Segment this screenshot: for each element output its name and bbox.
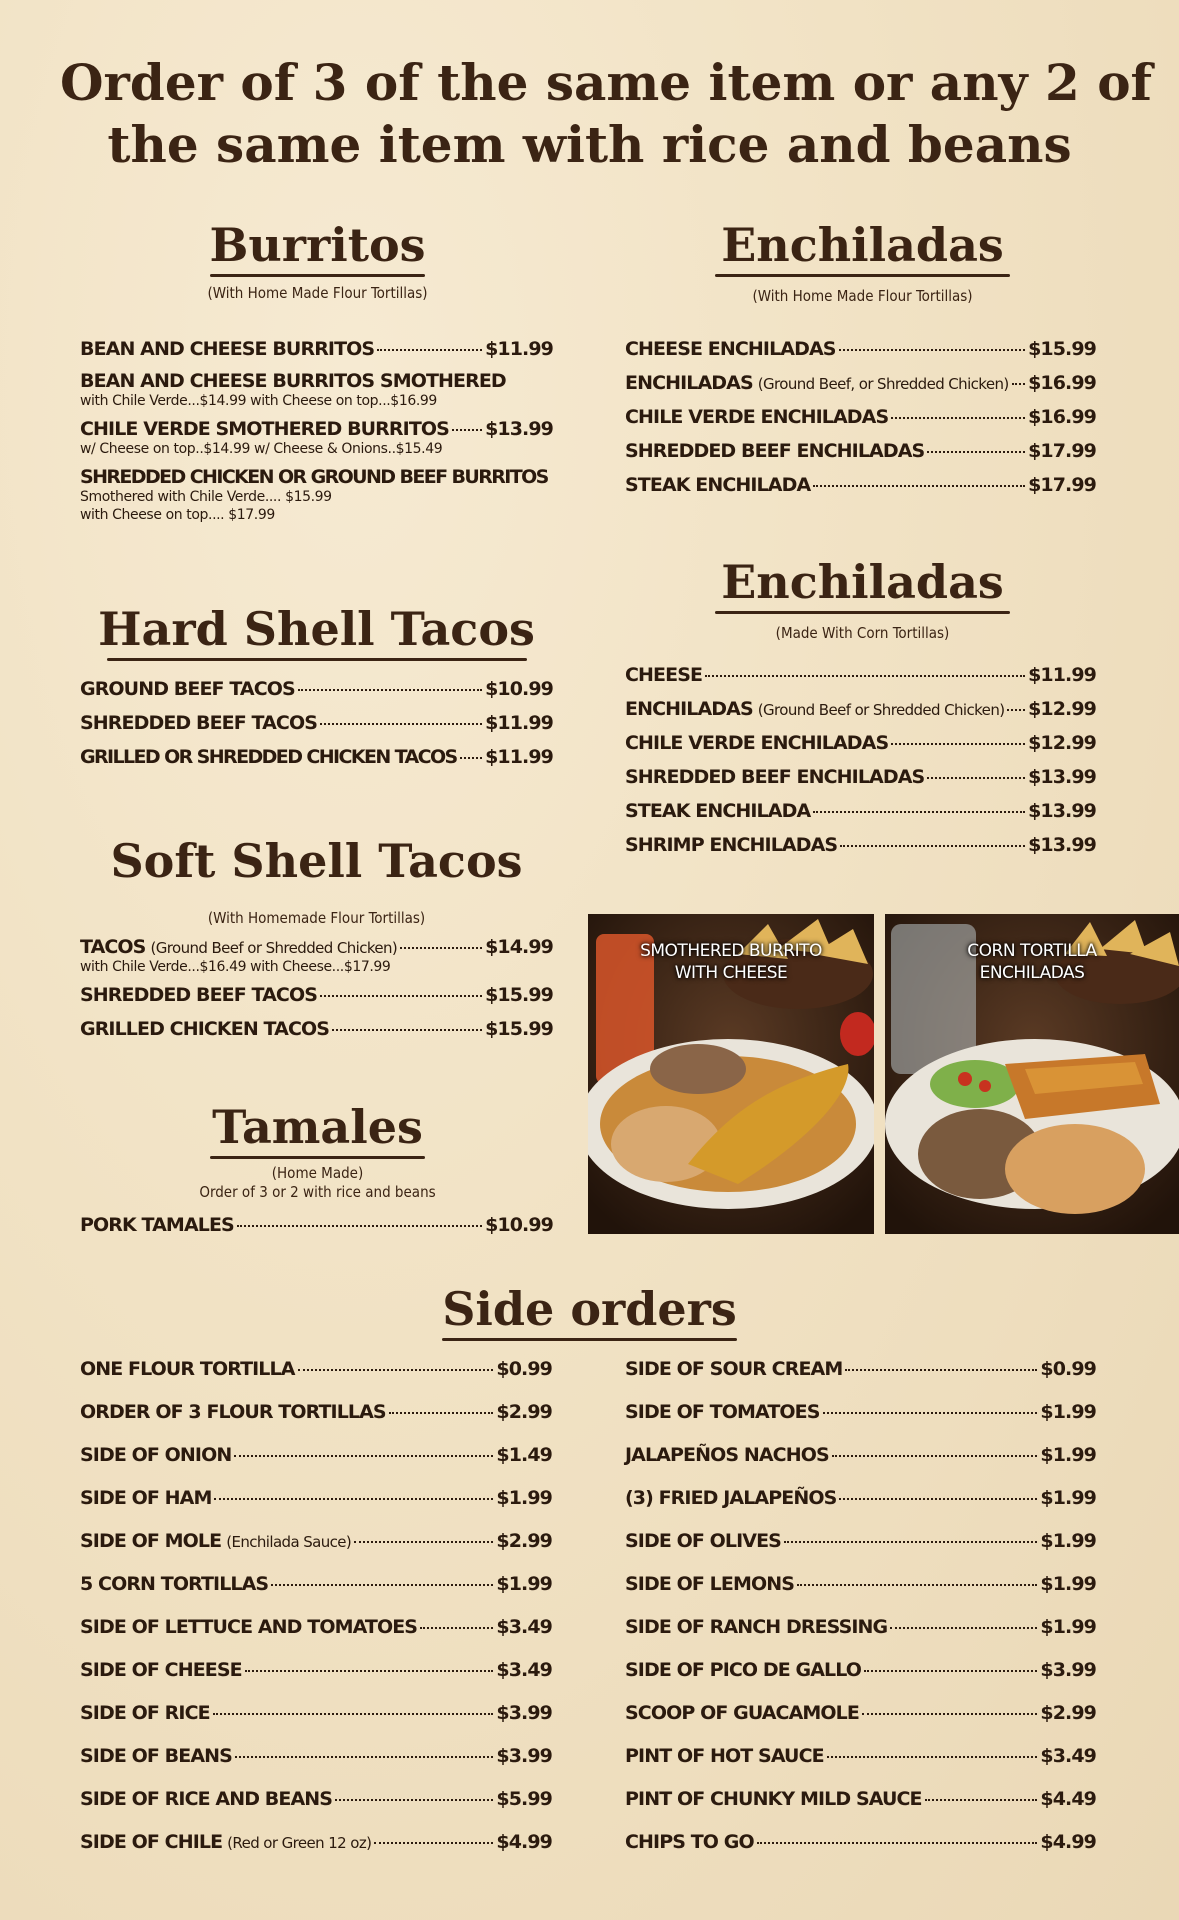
side-order-item — [80, 1530, 552, 1573]
item-name: GROUND BEEF TACOS — [80, 678, 295, 700]
side-orders-title-text: Side orders — [442, 1282, 737, 1336]
item-name: SHREDDED BEEF ENCHILADAS — [625, 440, 925, 462]
side-order-item — [625, 1401, 1096, 1444]
item-name: PINT OF CHUNKY MILD SAUCE — [625, 1788, 922, 1810]
item-name: SIDE OF PICO DE GALLO — [625, 1659, 862, 1681]
item-detail: (Red or Green 12 oz) — [227, 1834, 372, 1852]
enchiladas-flour-subtitle: (With Home Made Flour Tortillas) — [752, 287, 973, 305]
item-price: $15.99 — [485, 1018, 553, 1040]
tamales-subtitle-2: Order of 3 or 2 with rice and beans — [199, 1183, 436, 1201]
menu-item — [625, 440, 1096, 474]
item-price: $13.99 — [1028, 766, 1096, 788]
leader-dots — [927, 776, 1025, 779]
leader-dots — [813, 810, 1025, 813]
item-price: $5.99 — [496, 1788, 552, 1810]
item-price: $4.49 — [1040, 1788, 1096, 1810]
item-price: $3.99 — [496, 1745, 552, 1767]
leader-dots — [335, 1798, 493, 1801]
item-name: CHEESE — [625, 664, 703, 686]
item-name: SIDE OF RICE AND BEANS — [80, 1788, 333, 1810]
leader-dots — [234, 1454, 493, 1457]
enchiladas-flour-title-text: Enchiladas — [721, 218, 1004, 272]
burritos-title-text: Burritos — [209, 218, 426, 272]
menu-item — [80, 418, 553, 458]
item-name: SIDE OF MOLE — [80, 1530, 222, 1552]
side-orders-left-list — [80, 1358, 552, 1874]
tamales-subtitle-1: (Home Made) — [271, 1164, 364, 1182]
item-name: SIDE OF BEANS — [80, 1745, 232, 1767]
item-price: $11.99 — [485, 338, 553, 360]
item-name: SHREDDED BEEF TACOS — [80, 984, 318, 1006]
item-price: $11.99 — [485, 712, 553, 734]
item-price: $13.99 — [485, 418, 553, 440]
side-order-item — [80, 1788, 552, 1831]
item-price: $1.99 — [1040, 1573, 1096, 1595]
side-order-item — [625, 1702, 1096, 1745]
item-price: $14.99 — [485, 936, 553, 958]
menu-item — [80, 936, 553, 976]
leader-dots — [377, 348, 482, 351]
menu-item — [80, 712, 553, 746]
item-price: $4.99 — [496, 1831, 552, 1853]
item-name: GRILLED OR SHREDDED CHICKEN TACOS — [80, 746, 457, 768]
leader-dots — [452, 428, 482, 431]
headline-line-1: Order of 3 of the same item or any 2 of — [60, 53, 1153, 112]
burritos-title — [160, 218, 475, 277]
item-name: 5 CORN TORTILLAS — [80, 1573, 269, 1595]
item-name: SCOOP OF GUACAMOLE — [625, 1702, 859, 1724]
item-name: SHRIMP ENCHILADAS — [625, 834, 838, 856]
item-name: SIDE OF CHILE — [80, 1831, 223, 1853]
side-order-item — [80, 1831, 552, 1874]
leader-dots — [374, 1841, 493, 1844]
menu-item — [625, 698, 1096, 732]
side-orders-title — [400, 1282, 779, 1341]
side-order-item — [80, 1487, 552, 1530]
photo-caption — [885, 940, 1179, 984]
item-price: $3.49 — [496, 1659, 552, 1681]
leader-dots — [784, 1540, 1037, 1543]
item-name: STEAK ENCHILADA — [625, 474, 811, 496]
leader-dots — [813, 484, 1025, 487]
title-underline — [107, 658, 527, 661]
side-order-item — [625, 1530, 1096, 1573]
title-underline — [210, 1156, 425, 1159]
item-name: GRILLED CHICKEN TACOS — [80, 1018, 330, 1040]
item-name: CHILE VERDE ENCHILADAS — [625, 406, 889, 428]
item-detail: (Ground Beef or Shredded Chicken) — [150, 939, 398, 957]
title-underline — [442, 1338, 737, 1341]
item-price: $12.99 — [1028, 732, 1096, 754]
burritos-list — [80, 338, 553, 524]
item-name: ENCHILADAS — [625, 372, 753, 394]
item-name: PORK TAMALES — [80, 1214, 234, 1236]
side-order-item — [80, 1401, 552, 1444]
photo-caption-line-2: WITH CHEESE — [674, 963, 788, 983]
leader-dots — [420, 1626, 493, 1629]
leader-dots — [823, 1411, 1038, 1414]
leader-dots — [890, 1626, 1037, 1629]
item-price: $16.99 — [1028, 406, 1096, 428]
item-name: ENCHILADAS — [625, 698, 753, 720]
item-note: Smothered with Chile Verde.... $15.99 — [80, 489, 332, 505]
item-price: $3.49 — [496, 1616, 552, 1638]
menu-item — [80, 1018, 553, 1052]
leader-dots — [235, 1755, 493, 1758]
item-note: w/ Cheese on top..$14.99 w/ Cheese & Onions..$15.49 — [80, 441, 443, 457]
leader-dots — [757, 1841, 1038, 1844]
item-note: with Chile Verde...$16.49 with Cheese...$17.99 — [80, 959, 391, 975]
photo-caption-line-2: ENCHILADAS — [979, 963, 1085, 983]
menu-item — [80, 678, 553, 712]
item-name: ORDER OF 3 FLOUR TORTILLAS — [80, 1401, 386, 1423]
menu-headline — [60, 52, 1153, 176]
item-name: SHREDDED BEEF ENCHILADAS — [625, 766, 925, 788]
side-order-item — [625, 1573, 1096, 1616]
hard-tacos-title-text: Hard Shell Tacos — [98, 602, 535, 656]
soft-tacos-title-text: Soft Shell Tacos — [110, 834, 523, 888]
title-underline — [715, 611, 1010, 614]
item-name: SHREDDED BEEF TACOS — [80, 712, 318, 734]
leader-dots — [832, 1454, 1038, 1457]
item-name: CHILE VERDE ENCHILADAS — [625, 732, 889, 754]
menu-item — [80, 984, 553, 1018]
item-price: $3.49 — [1040, 1745, 1096, 1767]
item-name: (3) FRIED JALAPEÑOS — [625, 1487, 837, 1509]
leader-dots — [320, 994, 482, 997]
photo-smothered-burrito — [588, 914, 874, 1234]
item-name: SIDE OF RANCH DRESSING — [625, 1616, 888, 1638]
enchiladas-flour-title — [700, 218, 1025, 277]
item-price: $12.99 — [1028, 698, 1096, 720]
leader-dots — [925, 1798, 1038, 1801]
leader-dots — [332, 1028, 482, 1031]
item-name: SIDE OF OLIVES — [625, 1530, 781, 1552]
leader-dots — [827, 1755, 1038, 1758]
side-order-item — [80, 1745, 552, 1788]
item-name: SIDE OF CHEESE — [80, 1659, 242, 1681]
item-price: $1.99 — [1040, 1444, 1096, 1466]
leader-dots — [400, 946, 482, 949]
side-order-item — [625, 1444, 1096, 1487]
enchiladas-corn-title — [700, 555, 1025, 614]
tamales-subtitle — [130, 1164, 505, 1202]
item-price: $17.99 — [1028, 440, 1096, 462]
item-price: $1.99 — [496, 1573, 552, 1595]
side-order-item — [80, 1702, 552, 1745]
soft-tacos-list — [80, 936, 553, 1052]
item-price: $16.99 — [1028, 372, 1096, 394]
side-order-item — [80, 1659, 552, 1702]
item-name: BEAN AND CHEESE BURRITOS — [80, 338, 375, 360]
menu-item — [80, 338, 553, 360]
menu-item — [80, 746, 553, 780]
side-order-item — [625, 1745, 1096, 1788]
side-order-item — [80, 1444, 552, 1487]
item-name: CHEESE ENCHILADAS — [625, 338, 836, 360]
item-name: BEAN AND CHEESE BURRITOS SMOTHERED — [80, 370, 506, 392]
hard-tacos-title — [80, 602, 553, 661]
item-name: SIDE OF HAM — [80, 1487, 212, 1509]
item-price: $13.99 — [1028, 800, 1096, 822]
menu-item — [625, 664, 1096, 698]
menu-item — [625, 732, 1096, 766]
photo-caption — [588, 940, 874, 984]
enchiladas-corn-title-text: Enchiladas — [721, 555, 1004, 609]
leader-dots — [797, 1583, 1037, 1586]
item-name: ONE FLOUR TORTILLA — [80, 1358, 295, 1380]
item-price: $1.99 — [496, 1487, 552, 1509]
soft-tacos-subtitle: (With Homemade Flour Tortillas) — [207, 909, 426, 927]
side-order-item — [625, 1831, 1096, 1874]
item-price: $2.99 — [1040, 1702, 1096, 1724]
item-name: SIDE OF SOUR CREAM — [625, 1358, 843, 1380]
item-price: $10.99 — [485, 678, 553, 700]
leader-dots — [354, 1540, 493, 1543]
leader-dots — [320, 722, 482, 725]
item-name: CHILE VERDE SMOTHERED BURRITOS — [80, 418, 449, 440]
side-order-item — [625, 1358, 1096, 1401]
item-price: $13.99 — [1028, 834, 1096, 856]
menu-item — [625, 406, 1096, 440]
item-price: $3.99 — [1040, 1659, 1096, 1681]
leader-dots — [298, 688, 482, 691]
leader-dots — [460, 756, 482, 759]
item-price: $2.99 — [496, 1401, 552, 1423]
menu-item — [80, 1214, 553, 1248]
side-order-item — [80, 1573, 552, 1616]
leader-dots — [839, 348, 1026, 351]
tamales-title — [160, 1100, 475, 1159]
item-price: $11.99 — [485, 746, 553, 768]
leader-dots — [271, 1583, 493, 1586]
item-name: CHIPS TO GO — [625, 1831, 754, 1853]
item-price: $1.99 — [1040, 1530, 1096, 1552]
leader-dots — [1007, 708, 1025, 711]
side-order-item — [80, 1616, 552, 1659]
leader-dots — [927, 450, 1025, 453]
item-detail: (Ground Beef or Shredded Chicken) — [757, 701, 1005, 719]
leader-dots — [705, 674, 1025, 677]
leader-dots — [840, 844, 1025, 847]
item-price: $15.99 — [1028, 338, 1096, 360]
menu-item — [625, 372, 1096, 406]
item-price: $4.99 — [1040, 1831, 1096, 1853]
menu-item — [80, 466, 553, 524]
item-price: $1.99 — [1040, 1616, 1096, 1638]
leader-dots — [891, 742, 1025, 745]
photo-caption-line-1: SMOTHERED BURRITO — [640, 941, 822, 961]
burritos-subtitle: (With Home Made Flour Tortillas) — [207, 284, 428, 302]
side-order-item — [625, 1659, 1096, 1702]
menu-item — [625, 474, 1096, 508]
leader-dots — [298, 1368, 494, 1371]
side-orders-right-list — [625, 1358, 1096, 1874]
item-name: PINT OF HOT SAUCE — [625, 1745, 824, 1767]
item-price: $3.99 — [496, 1702, 552, 1724]
item-price: $0.99 — [496, 1358, 552, 1380]
leader-dots — [237, 1224, 482, 1227]
photo-caption-line-1: CORN TORTILLA — [967, 941, 1097, 961]
item-price: $1.99 — [1040, 1487, 1096, 1509]
leader-dots — [845, 1368, 1037, 1371]
item-name: STEAK ENCHILADA — [625, 800, 811, 822]
item-price: $1.49 — [496, 1444, 552, 1466]
item-price: $0.99 — [1040, 1358, 1096, 1380]
leader-dots — [891, 416, 1025, 419]
leader-dots — [213, 1712, 494, 1715]
soft-tacos-title — [80, 834, 553, 888]
enchiladas-corn-list — [625, 664, 1096, 868]
menu-item — [625, 766, 1096, 800]
leader-dots — [839, 1497, 1037, 1500]
item-name: SIDE OF LETTUCE AND TOMATOES — [80, 1616, 418, 1638]
hard-tacos-list — [80, 678, 553, 780]
item-name: TACOS — [80, 936, 146, 958]
leader-dots — [864, 1669, 1037, 1672]
side-order-item — [625, 1487, 1096, 1530]
item-name: SIDE OF LEMONS — [625, 1573, 794, 1595]
menu-item — [625, 800, 1096, 834]
item-name: SHREDDED CHICKEN OR GROUND BEEF BURRITOS — [80, 466, 548, 488]
tamales-title-text: Tamales — [212, 1100, 423, 1154]
item-name: SIDE OF TOMATOES — [625, 1401, 820, 1423]
item-price: $17.99 — [1028, 474, 1096, 496]
side-order-item — [625, 1616, 1096, 1659]
side-order-item — [625, 1788, 1096, 1831]
item-price: $10.99 — [485, 1214, 553, 1236]
item-note: with Cheese on top.... $17.99 — [80, 507, 275, 523]
item-name: SIDE OF RICE — [80, 1702, 210, 1724]
headline-line-2: the same item with rice and beans — [107, 115, 1072, 174]
menu-item — [625, 338, 1096, 372]
tamales-list — [80, 1214, 553, 1248]
title-underline — [210, 274, 425, 277]
menu-item — [625, 834, 1096, 868]
side-order-item — [80, 1358, 552, 1401]
item-detail: (Ground Beef, or Shredded Chicken) — [757, 375, 1009, 393]
item-detail: (Enchilada Sauce) — [226, 1533, 352, 1551]
item-price: $11.99 — [1028, 664, 1096, 686]
item-name: JALAPEÑOS NACHOS — [625, 1444, 829, 1466]
item-price: $2.99 — [496, 1530, 552, 1552]
leader-dots — [389, 1411, 494, 1414]
title-underline — [715, 274, 1010, 277]
leader-dots — [214, 1497, 493, 1500]
enchiladas-corn-subtitle: (Made With Corn Tortillas) — [775, 624, 950, 642]
item-name: SIDE OF ONION — [80, 1444, 232, 1466]
leader-dots — [862, 1712, 1037, 1715]
item-price: $15.99 — [485, 984, 553, 1006]
leader-dots — [245, 1669, 494, 1672]
photo-corn-enchiladas — [885, 914, 1179, 1234]
menu-item — [80, 370, 553, 410]
item-note: with Chile Verde...$14.99 with Cheese on top...$16.99 — [80, 393, 437, 409]
enchiladas-flour-list — [625, 338, 1096, 508]
item-price: $1.99 — [1040, 1401, 1096, 1423]
leader-dots — [1012, 382, 1025, 385]
